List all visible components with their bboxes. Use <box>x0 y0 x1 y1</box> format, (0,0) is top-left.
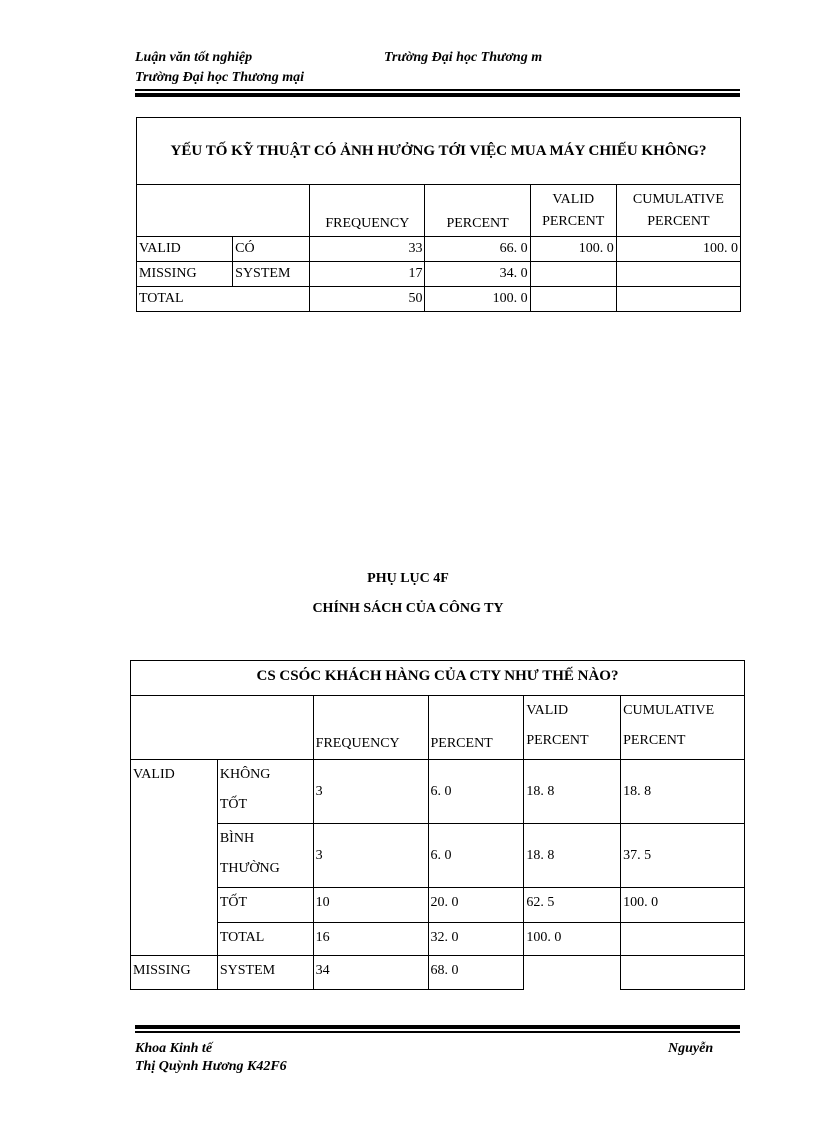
header-rule-thick <box>135 93 740 97</box>
valid-percent-cell <box>530 287 616 312</box>
row-label: TOTAL <box>217 923 313 956</box>
table1-col-percent: PERCENT <box>425 185 530 237</box>
row-label: TOTAL <box>137 287 310 312</box>
valid-percent-cell <box>530 262 616 287</box>
percent-cell: 20. 0 <box>428 888 524 923</box>
cumulative-percent-cell <box>616 262 740 287</box>
row-label-line2: TỐT <box>219 797 248 812</box>
row-label: SYSTEM <box>217 956 313 990</box>
cumulative-percent-cell: 37. 5 <box>621 824 745 888</box>
cumulative-percent-line1: CUMULATIVE <box>623 703 715 718</box>
valid-percent-cell: 18. 8 <box>524 824 621 888</box>
footer-faculty: Khoa Kinh tế <box>135 1041 213 1056</box>
cumulative-percent-cell <box>621 923 745 956</box>
row-label: MISSING <box>137 262 233 287</box>
valid-percent-line1: VALID <box>526 703 569 718</box>
valid-percent-cell <box>524 956 621 990</box>
customer-care-table <box>130 660 745 990</box>
valid-group-label: VALID <box>131 760 218 956</box>
frequency-cell: 17 <box>310 262 425 287</box>
cumulative-percent-cell: 18. 8 <box>621 760 745 824</box>
valid-percent-cell: 100. 0 <box>530 237 616 262</box>
percent-cell: 6. 0 <box>428 760 524 824</box>
valid-percent-cell: 62. 5 <box>524 888 621 923</box>
table1-title: YẾU TỐ KỸ THUẬT CÓ ẢNH HƯỞNG TỚI VIỆC MUA MÁY CHIẾU KHÔNG? <box>137 118 741 185</box>
row-label-line1: KHÔNG <box>219 767 271 782</box>
table-row <box>131 888 745 923</box>
table-row <box>131 760 745 824</box>
row-label-line2: THƯỜNG <box>219 861 280 876</box>
percent-cell: 66. 0 <box>425 237 530 262</box>
footer-author-surname: Nguyễn <box>668 1041 714 1056</box>
percent-cell: 100. 0 <box>425 287 530 312</box>
valid-percent-line2: PERCENT <box>526 733 589 748</box>
valid-percent-cell: 100. 0 <box>524 923 621 956</box>
frequency-cell: 33 <box>310 237 425 262</box>
frequency-cell: 34 <box>313 956 428 990</box>
row-sublabel: SYSTEM <box>233 262 310 287</box>
valid-percent-cell: 18. 8 <box>524 760 621 824</box>
table-row <box>137 237 741 262</box>
table2-col-valid-percent <box>524 696 621 760</box>
appendix-subtitle: CHÍNH SÁCH CỦA CÔNG TY <box>312 601 504 616</box>
footer-author-name: Thị Quỳnh Hương K42F6 <box>135 1059 287 1074</box>
row-label <box>217 824 313 888</box>
cumulative-percent-cell <box>621 956 745 990</box>
table-row <box>137 287 741 312</box>
row-label-line1: BÌNH <box>219 831 255 846</box>
table-row <box>131 824 745 888</box>
missing-label: MISSING <box>131 956 218 990</box>
table-row <box>131 923 745 956</box>
header-university-line2: Trường Đại học Thương mại <box>135 70 304 85</box>
cumulative-percent-line2: PERCENT <box>623 733 686 748</box>
cumulative-percent-cell: 100. 0 <box>621 888 745 923</box>
table1-header-blank <box>137 185 310 237</box>
table1-col-valid-percent: VALID PERCENT <box>530 185 616 237</box>
row-sublabel: CÓ <box>233 237 310 262</box>
row-label: TỐT <box>217 888 313 923</box>
technical-factors-table <box>136 117 741 312</box>
table2-col-cumulative-percent <box>621 696 745 760</box>
row-label: VALID <box>137 237 233 262</box>
header-thesis-label: Luận văn tốt nghiệp <box>135 50 253 65</box>
appendix-label: PHỤ LỤC 4F <box>367 571 449 586</box>
table-row <box>137 262 741 287</box>
table2-title: CS CSÓC KHÁCH HÀNG CỦA CTY NHƯ THẾ NÀO? <box>131 661 745 696</box>
table-row <box>131 956 745 990</box>
frequency-cell: 3 <box>313 824 428 888</box>
row-label <box>217 760 313 824</box>
footer-rule-thin <box>135 1031 740 1033</box>
cumulative-percent-cell: 100. 0 <box>616 237 740 262</box>
percent-cell: 32. 0 <box>428 923 524 956</box>
cumulative-percent-cell <box>616 287 740 312</box>
percent-cell: 68. 0 <box>428 956 524 990</box>
percent-cell: 34. 0 <box>425 262 530 287</box>
table1-col-cumulative-percent: CUMULATIVE PERCENT <box>616 185 740 237</box>
header-university: Trường Đại học Thương m <box>384 50 543 65</box>
table2-col-percent: PERCENT <box>428 696 524 760</box>
table2-col-frequency: FREQUENCY <box>313 696 428 760</box>
frequency-cell: 50 <box>310 287 425 312</box>
frequency-cell: 16 <box>313 923 428 956</box>
percent-cell: 6. 0 <box>428 824 524 888</box>
frequency-cell: 3 <box>313 760 428 824</box>
header-rule-thin <box>135 89 740 91</box>
table1-col-frequency: FREQUENCY <box>310 185 425 237</box>
table2-header-blank <box>131 696 314 760</box>
frequency-cell: 10 <box>313 888 428 923</box>
footer-rule-thick <box>135 1025 740 1029</box>
